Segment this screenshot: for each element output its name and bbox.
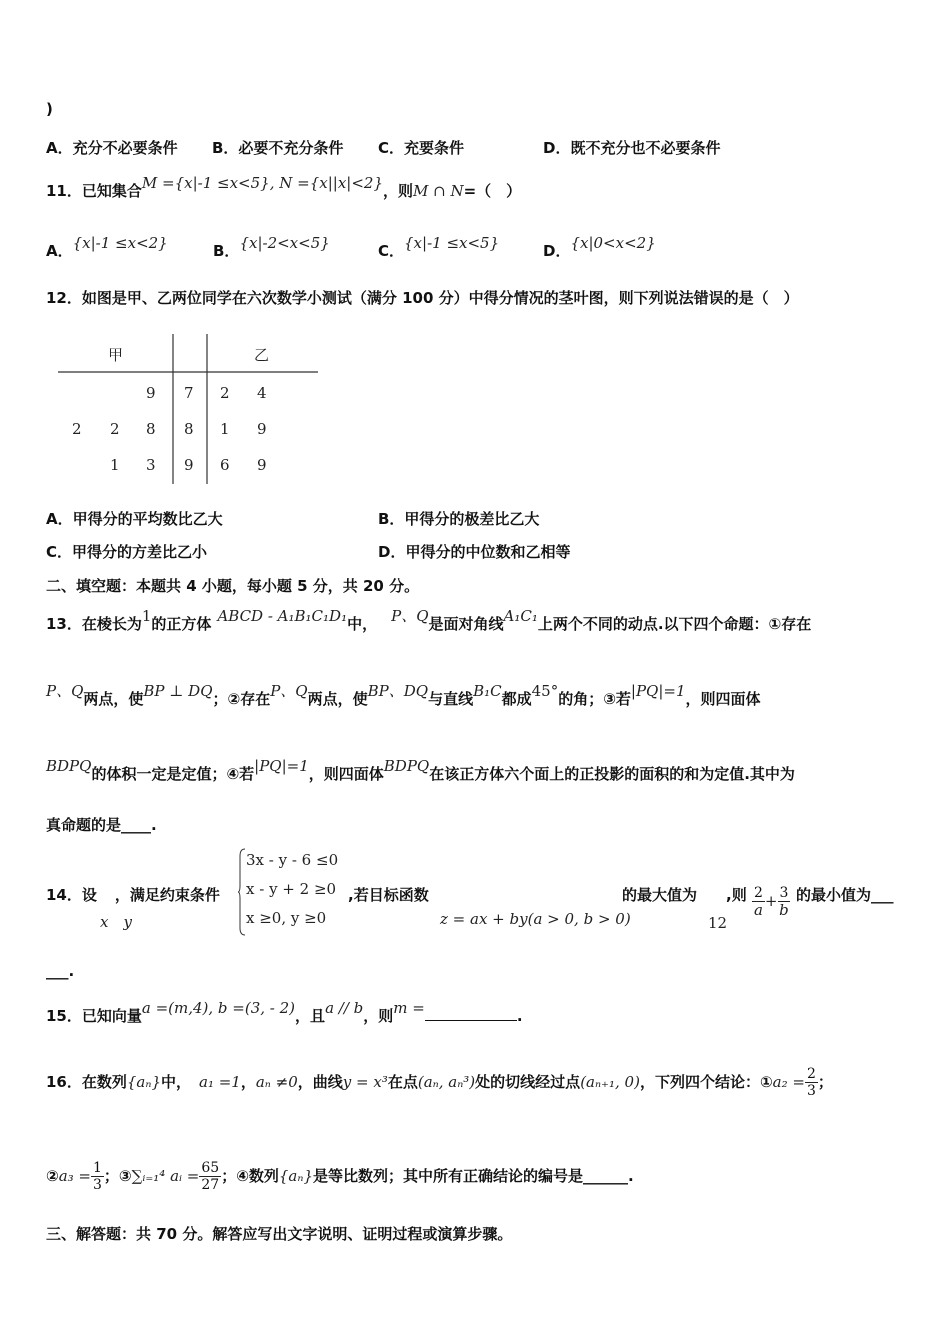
q13-bdpq-2: BDPQ [383,757,430,775]
q10-option-a: A．充分不必要条件 [46,139,178,157]
leaf-right-r3-2: 9 [257,456,267,474]
q14-frac1-den: a [753,901,763,919]
q11-stem [46,174,522,201]
q14-frac1-num: 2 [754,885,763,901]
q13-text-i: 与直线 [428,690,474,708]
q16-text-d: 在点 [387,1073,418,1091]
q16-a3: a₃ = [58,1167,91,1185]
constraint-2: x - y + 2 ≥0 [246,880,337,898]
leaf-left-r2-2: 2 [110,420,120,438]
q16-frac-a3-num: 1 [93,1160,102,1176]
q13-text-o: 在该正方体六个面上的正投影的面积的和为定值.其中为 [429,765,795,783]
brace-icon [238,848,246,936]
q16-text-f: ，下列四个结论：① [639,1073,773,1091]
leaf-left-r2-3: 8 [146,420,156,438]
q13-pq-eq: |PQ|=1 [630,682,686,700]
leaf-right-r2-1: 1 [220,420,230,438]
q16-text-a: 16．在数列 [46,1073,127,1091]
q13-text-k: 的角；③若 [558,690,631,708]
q13-line1 [46,607,812,634]
leaf-right-r1-2: 4 [257,384,267,402]
q14-plus: + [764,892,778,910]
q13-text-l: ，则四面体 [685,690,761,708]
q15-text-b: ，且 [295,1007,326,1025]
q13-pq-2: P、Q [46,682,84,700]
q16-frac-sum-num: 65 [201,1160,220,1176]
q14-comma: ， [114,886,130,904]
q11-option-b-label: B． [213,242,240,260]
q14-text-d: 的最大值为 [622,886,698,904]
q10-close-paren: ) [46,100,53,118]
q13-line4: 真命题的是____. [46,816,157,834]
q14-objective: z = ax + by(a > 0, b > 0) [440,910,631,928]
leaf-right-r2-2: 9 [257,420,267,438]
q15-vectors: a =(m,4), b =(3, - 2) [141,999,296,1017]
q16-text-j: 是等比数列；其中所有正确结论的编号是______. [313,1167,634,1185]
q13-text-h: 两点，使 [307,690,368,708]
q13-text-a: 13．在棱长为 [46,615,142,633]
section2-heading: 二、填空题：本题共 4 小题，每小题 5 分，共 20 分。 [46,577,420,595]
q11-option-c-label: C． [378,242,405,260]
q16-frac-a2-den: 3 [806,1083,816,1099]
stem-leaf-chart [58,334,328,484]
q13-text-b: 的正方体 [151,615,212,633]
q13-angle: 45° [531,682,559,700]
q13-text-m: 的体积一定是定值；④若 [91,765,255,783]
q13-text-d: 是面对角线 [428,615,504,633]
q16-frac-a3 [91,1160,104,1193]
q12-option-d: D．甲得分的中位数和乙相等 [378,543,571,561]
q11-option-a-expr: {x|-1 ≤x<2} [72,234,168,252]
q13-text-g: ；②存在 [212,690,271,708]
stem-leaf-header-jia: 甲 [108,346,124,364]
q14-frac-2-a [752,885,765,918]
leaf-right-r1-1: 2 [220,384,230,402]
q12-option-c: C．甲得分的方差比乙小 [46,543,208,561]
q11-option-c [378,234,500,261]
stem-leaf-header-yi: 乙 [254,346,270,364]
q14-text-b: 满足约束条件 [129,886,220,904]
q13-text-j: 都成 [501,690,532,708]
q11-option-a [46,234,168,261]
q14-tail: ___. [46,962,75,980]
q15-m: m = [393,999,425,1017]
q13-pq-eq-2: |PQ|=1 [254,757,309,775]
q15-answer-blank [425,1008,517,1021]
q16-frac-a2-num: 2 [806,1066,816,1082]
constraint-3: x ≥0, y ≥0 [246,909,327,927]
q14-expression [752,885,790,918]
q16-sum: ∑ᵢ₌₁⁴ aᵢ = [131,1167,200,1185]
leaf-right-r3-1: 6 [220,456,230,474]
q14-max-value: 12 [708,914,728,932]
q10-option-c: C．充要条件 [378,139,465,157]
q15-text-c: ，则 [363,1007,394,1025]
q13-cube: ABCD - A₁B₁C₁D₁ [217,607,348,625]
constraint-1: 3x - y - 6 ≤0 [246,851,339,869]
q11-set-n: {x||x|<2} [309,174,383,192]
q16-curve: y = x³ [342,1073,388,1091]
q16-text-e: 处的切线经过点 [475,1073,581,1091]
q11-number: 11． [46,182,82,200]
q13-bdpq: BDPQ [46,757,92,775]
q16-text-h: ；③ [103,1167,132,1185]
q15-line [46,999,523,1026]
leaf-left-r3-2: 3 [146,456,156,474]
q11-mid: ，则 [382,182,413,200]
q16-semicolon: ； [817,1073,833,1091]
q16-frac-a3-den: 3 [93,1177,102,1193]
leaf-left-r2-1: 2 [72,420,82,438]
q16-line2 [46,1160,634,1193]
q14-text-c: ,若目标函数 [348,886,429,904]
section3-heading: 三、解答题：共 70 分。解答应写出文字说明、证明过程或演算步骤。 [46,1225,513,1243]
q16-text-c: ，曲线 [297,1073,343,1091]
q16-frac-sum-den: 27 [201,1177,220,1193]
q13-a1c1: A₁C₁ [503,607,538,625]
q14-xy: x y [100,913,132,931]
q10-option-b: B．必要不充分条件 [212,139,344,157]
q14-line1 [46,884,220,905]
q11-suffix: =（ ） [463,182,522,200]
q16-a1: a₁ =1 [199,1073,241,1091]
q13-b1c: B₁C [473,682,502,700]
q16-an-2: {aₙ} [278,1167,313,1185]
q12-stem: 12．如图是甲、乙两位同学在六次数学小测试（满分 100 分）中得分情况的茎叶图，则下列说法错误的是（ ） [46,289,799,307]
q11-option-b [213,234,330,261]
q13-line2 [46,682,761,709]
q16-comma: ， [240,1073,256,1091]
q16-point-2: (aₙ₊₁, 0) [580,1073,640,1091]
q13-text-c: 中， [347,615,378,633]
q11-sets: M ={x|-1 ≤x<5}, N = [141,174,310,192]
q16-frac-sum [199,1160,221,1193]
q12-option-b: B．甲得分的极差比乙大 [378,510,540,528]
q14-text-e: ,则 [726,886,747,904]
q16-text-b: 中， [160,1073,191,1091]
q16-point: (aₙ, aₙ³) [417,1073,476,1091]
leaf-left-r3-1: 1 [110,456,120,474]
q14-frac2-num: 3 [779,885,789,901]
stem-r3: 9 [184,456,194,474]
q11-intersection: M ∩ N [413,182,464,200]
q13-pq-3: P、Q [270,682,308,700]
q15-text-a: 15．已知向量 [46,1007,142,1025]
stem-r2: 8 [184,420,194,438]
q15-period: . [516,1007,523,1025]
q14-constraint-system [238,846,338,933]
q16-a2: a₂ = [772,1073,805,1091]
q14-frac-3-b [778,885,791,918]
q11-option-d-expr: {x|0<x<2} [570,234,656,252]
stem-r1: 7 [184,384,194,402]
q11-option-d-label: D． [543,242,571,260]
q13-text-n: ，则四面体 [308,765,384,783]
q11-option-c-expr: {x|-1 ≤x<5} [404,234,500,252]
q13-line3 [46,757,795,784]
q14-frac2-den: b [779,901,789,919]
q16-frac-a2 [805,1066,818,1099]
q13-pq: P、Q [391,607,429,625]
q10-option-d: D．既不充分也不必要条件 [543,139,721,157]
q16-line1 [46,1066,833,1099]
q16-text-g: ② [46,1167,59,1185]
q11-option-b-expr: {x|-2<x<5} [239,234,330,252]
q11-option-a-label: A． [46,242,73,260]
q11-option-d [543,234,656,261]
q16-an: {aₙ} [126,1073,161,1091]
q16-text-i: ；④数列 [221,1167,279,1185]
q13-bp-perp-dq: BP ⊥ DQ [143,682,213,700]
q13-one: 1 [141,607,152,625]
q13-text-e: 上两个不同的动点.以下四个命题：①存在 [537,615,812,633]
q14-text-f: 的最小值为___ [796,886,894,904]
q12-option-a: A．甲得分的平均数比乙大 [46,510,223,528]
q13-bp-dq: BP、DQ [367,682,429,700]
q11-prefix: 已知集合 [81,182,142,200]
q13-text-f: 两点，使 [83,690,144,708]
q15-parallel: a // b [325,999,364,1017]
q14-text-a: 14．设 [46,886,97,904]
leaf-left-r1-1: 9 [146,384,156,402]
q16-an-nonzero: aₙ ≠0 [255,1073,298,1091]
